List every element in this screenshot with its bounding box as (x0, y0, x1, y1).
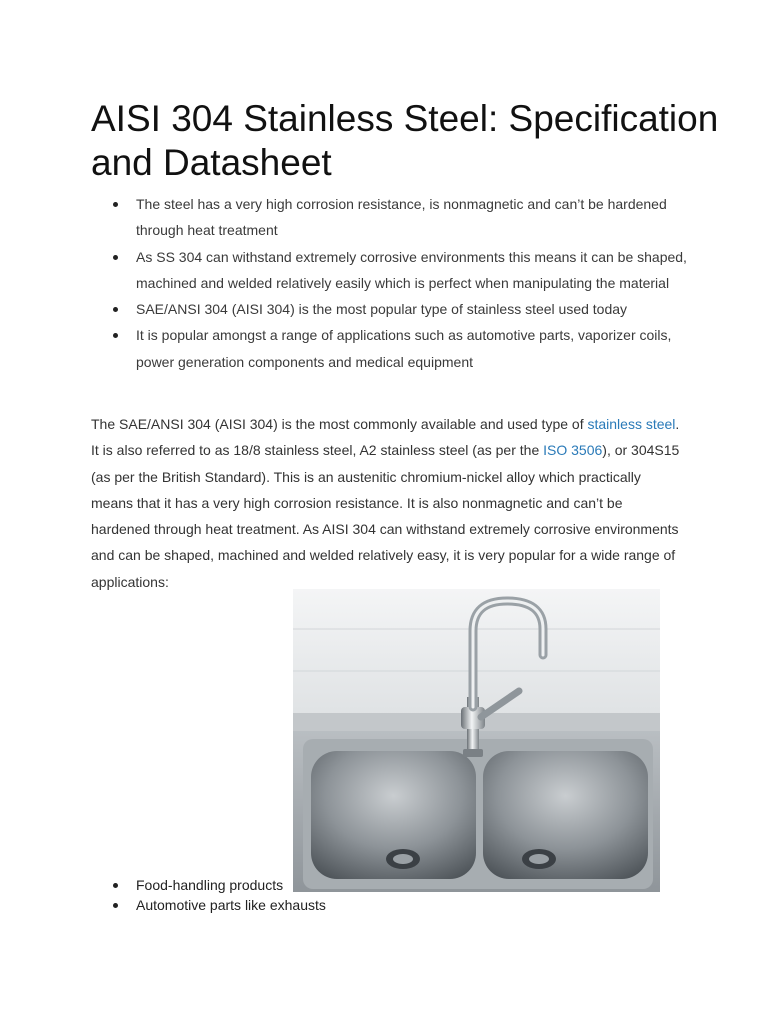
applications-list (91, 876, 691, 915)
summary-bullet: The steel has a very high corrosion resistance, is nonmagnetic and can’t be hardened through heat treatment (91, 191, 691, 244)
body-paragraph (91, 411, 681, 595)
application-item: Food-handling products (91, 876, 691, 896)
page-title: AISI 304 Stainless Steel: Specification and Datasheet (91, 98, 719, 183)
body-text: ), or 304S15 (as per the British Standard). This is an austenitic chromium-nickel alloy which practically means that it has a very high corrosion resistance. It is also nonmagnetic and can’t be hardened through heat treatment. As AISI 304 can withstand extremely corrosive environments and can be shaped, machined and welded relatively easy, it is very popular for a wide range of applications: (91, 442, 680, 590)
body-text: . It is also referred to as 18/8 stainless steel, A2 stainless steel (as per the (91, 416, 680, 459)
summary-bullet: As SS 304 can withstand extremely corrosive environments this means it can be shaped, machined and welded relatively easily which is perfect when manipulating the material (91, 244, 691, 297)
summary-bullet: SAE/ANSI 304 (AISI 304) is the most popular type of stainless steel used today (91, 296, 691, 322)
stainless-sink-image (293, 589, 660, 892)
left-drain (386, 849, 420, 869)
stainless-steel-link[interactable]: stainless steel (587, 416, 676, 432)
summary-bullet: It is popular amongst a range of applications such as automotive parts, vaporizer coils, power generation components and medical equipment (91, 322, 691, 375)
sink-illustration (293, 589, 660, 892)
right-drain (522, 849, 556, 869)
iso-3506-link[interactable]: ISO 3506 (543, 442, 603, 459)
application-item: Automotive parts like exhausts (91, 896, 691, 916)
body-text: The SAE/ANSI 304 (AISI 304) is the most commonly available and used type of (91, 416, 588, 432)
right-basin (483, 751, 648, 879)
summary-bullet-list (91, 191, 691, 375)
